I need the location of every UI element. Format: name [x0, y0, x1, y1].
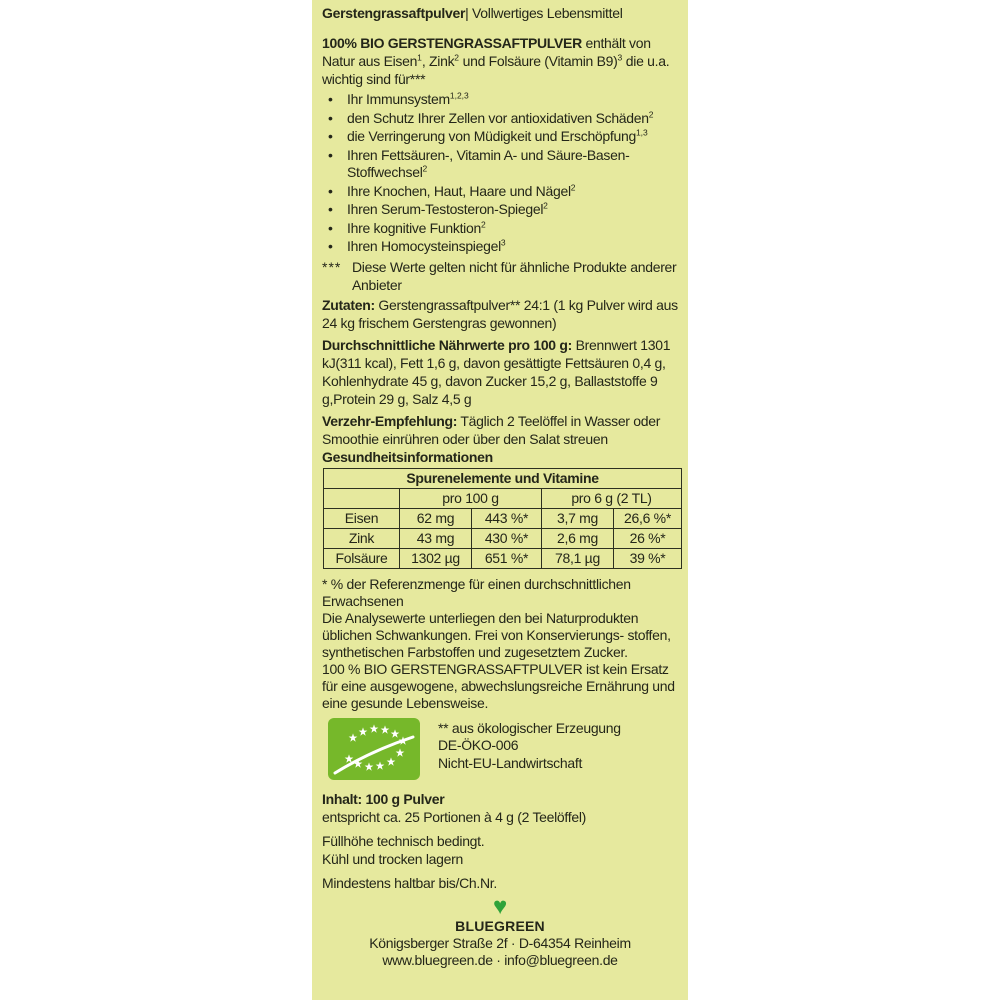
table-cell: 1302 µg	[400, 548, 472, 568]
table-cell: 78,1 µg	[542, 548, 614, 568]
benefit-item: • die Verringerung von Müdigkeit und Erschöpfung$^{1,3}$	[328, 127, 648, 144]
col-header-per-6g: pro 6 g (2 TL)	[542, 488, 682, 508]
heart-icon: ♥	[493, 892, 507, 920]
organic-certification-block	[328, 718, 678, 780]
table-title: Spurenelemente und Vitamine	[324, 468, 682, 488]
benefit-item: • Ihren Homocysteinspiegel$^3$	[328, 237, 506, 254]
organic-line: aus ökologischer Erzeugung	[451, 719, 621, 736]
product-name: Gerstengrassaftpulver	[322, 5, 466, 21]
brand-footer	[322, 892, 678, 969]
intro-paragraph: 100% BIO GERSTENGRASSAFTPULVER enthält von Natur aus Eisen$^1$, Zink$^2$ und Folsäure (Vitamin B9)$^3$ die u.a. wichtig sind für***	[322, 35, 670, 87]
table-cell: 26 %*	[614, 528, 682, 548]
table-row	[324, 548, 682, 568]
label-title	[322, 5, 678, 22]
table-cell: 2,6 mg	[542, 528, 614, 548]
product-label	[312, 0, 688, 1000]
col-header-per-100g: pro 100 g	[400, 488, 542, 508]
ingredients-paragraph: Zutaten: Gerstengrassaftpulver** 24:1 (1 kg Pulver wird aus 24 kg frischem Gerstengras gewonnen)	[322, 296, 678, 331]
table-cell: 26,6 %*	[614, 508, 682, 528]
nutrient-name: Zink	[324, 528, 400, 548]
table-row	[324, 528, 682, 548]
brand-address: Königsberger Straße 2f · D-64354 Reinheim	[369, 934, 631, 951]
benefit-item: • den Schutz Ihrer Zellen vor antioxidativen Schäden$^2$	[328, 108, 654, 126]
benefit-list	[322, 91, 678, 256]
consumption-paragraph: Verzehr-Empfehlung: Täglich 2 Teelöffel in Wasser oder Smoothie einrühren oder über den Salat streuen	[322, 412, 661, 447]
benefit-item: • Ihr Immunsystem$^{1,2,3}$	[328, 90, 469, 107]
analysis-note: Die Analysewerte unterliegen den bei Naturprodukten üblichen Schwankungen. Frei von Konservierungs- stoffen, synthetischen Farbstoffen und zugesetztem Zucker.	[322, 609, 671, 660]
product-category: Vollwertiges Lebensmittel	[472, 5, 623, 21]
title-divider: |	[465, 5, 469, 21]
table-row	[324, 508, 682, 528]
table-cell: 3,7 mg	[542, 508, 614, 528]
table-cell: 651 %*	[472, 548, 542, 568]
reference-footnote: * % der Referenzmenge für einen durchschnittlichen Erwachsenen	[322, 575, 631, 609]
benefit-item: • Ihren Serum-Testosteron-Spiegel$^2$	[328, 200, 548, 217]
substitute-note: 100 % BIO GERSTENGRASSAFTPULVER ist kein Ersatz für eine ausgewogene, abwechslungsreiche Ernährung und eine gesunde Lebensweise.	[322, 660, 675, 711]
organic-marker: **	[438, 719, 449, 736]
benefit-item: • Ihre kognitive Funktion$^2$	[328, 218, 486, 236]
organic-origin: Nicht-EU-Landwirtschaft	[438, 754, 583, 771]
organic-control-number: DE-ÖKO-006	[438, 737, 519, 753]
storage-note: Kühl und trocken lagern	[322, 850, 463, 867]
health-info-heading: Gesundheitsinformationen	[322, 448, 493, 465]
table-cell: 39 %*	[614, 548, 682, 568]
table-cell: 43 mg	[400, 528, 472, 548]
best-before-note: Mindestens haltbar bis/Ch.Nr.	[322, 874, 497, 891]
brand-name: BLUEGREEN	[455, 917, 545, 934]
benefit-item: • Ihre Knochen, Haut, Haare und Nägel$^2$	[328, 181, 576, 199]
nutrient-name: Eisen	[324, 508, 400, 528]
table-corner-cell	[324, 488, 400, 508]
nutrition-paragraph: Durchschnittliche Nährwerte pro 100 g: Brennwert 1301 kJ(311 kcal), Fett 1,6 g, davon gesättigte Fettsäuren 0,4 g, Kohlenhydrate 45 g, davon Zucker 15,2 g, Ballaststoffe 9 g,Protein 29 g, Salz 4,5 g	[322, 336, 671, 407]
table-cell: 443 %*	[472, 508, 542, 528]
nutrient-table	[323, 468, 682, 569]
nutrient-name: Folsäure	[324, 548, 400, 568]
benefit-item: • Ihren Fettsäuren-, Vitamin A- und Säure-Basen-Stoffwechsel$^2$	[328, 146, 630, 180]
eu-organic-logo	[328, 718, 420, 780]
table-cell: 62 mg	[400, 508, 472, 528]
fill-level-note: Füllhöhe technisch bedingt.	[322, 832, 485, 849]
content-servings: entspricht ca. 25 Portionen à 4 g (2 Teelöffel)	[322, 808, 587, 825]
brand-web: www.bluegreen.de · info@bluegreen.de	[382, 951, 618, 968]
content-amount: Inhalt: 100 g Pulver	[322, 790, 445, 807]
organic-info	[438, 718, 621, 773]
footnote-asterisks: *** Diese Werte gelten nicht für ähnliche Produkte anderer Anbieter	[322, 258, 677, 293]
table-cell: 430 %*	[472, 528, 542, 548]
